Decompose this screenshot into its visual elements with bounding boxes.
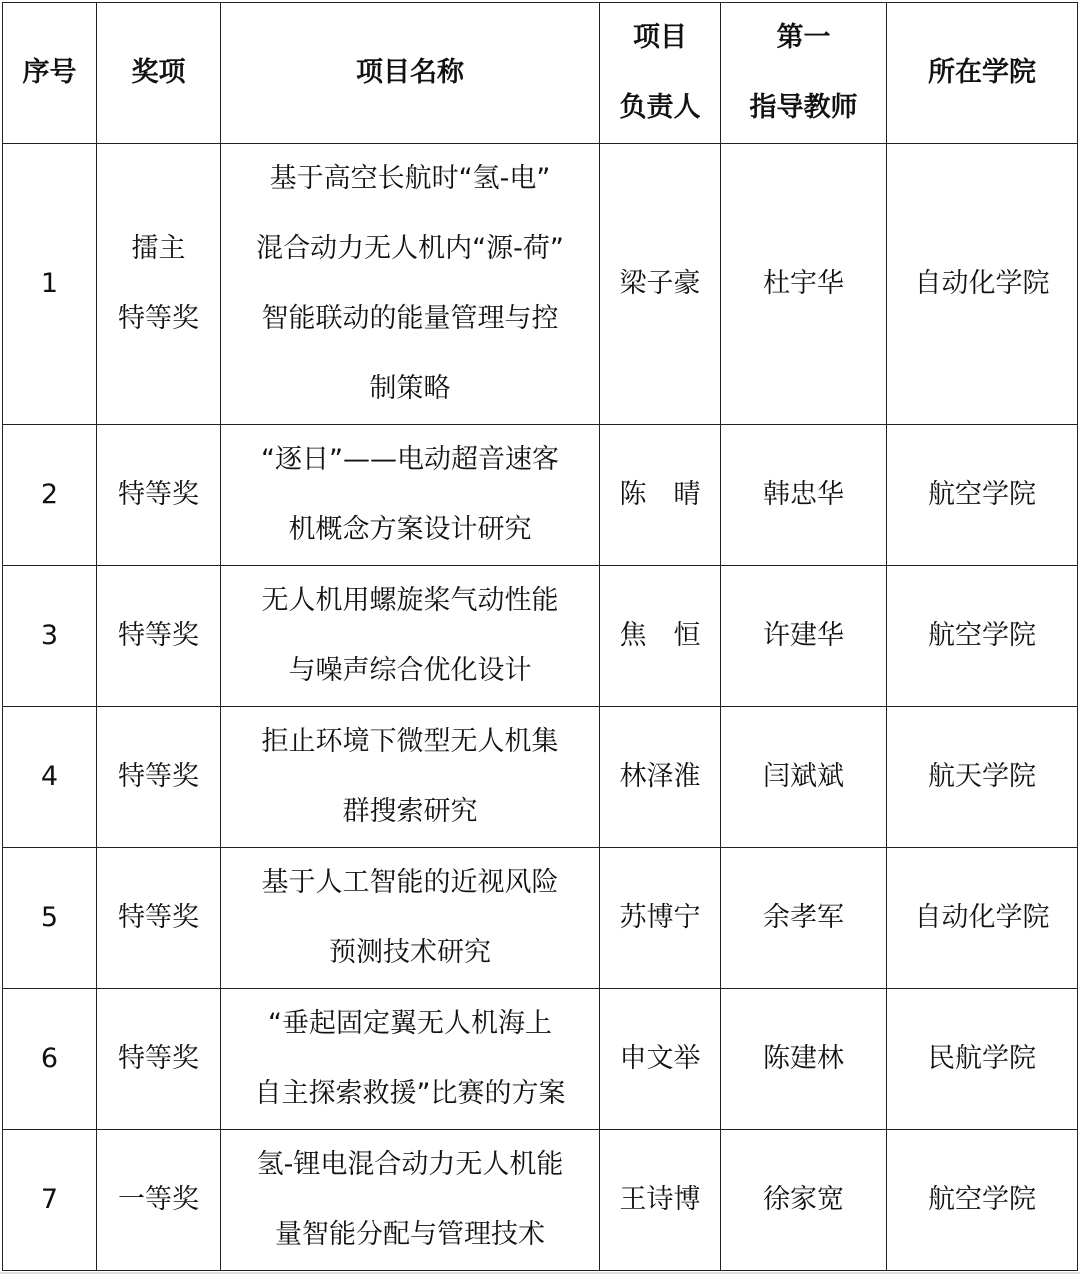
project-name-line: 预测技术研究 — [329, 937, 491, 968]
cell-award: 特等奖 — [97, 566, 221, 707]
header-seq: 序号 — [3, 3, 97, 144]
cell-award-line2: 特等奖 — [118, 303, 199, 334]
cell-advisor: 陈建林 — [721, 989, 887, 1130]
project-name-line: 基于人工智能的近视风险 — [261, 867, 559, 898]
cell-leader: 申文举 — [600, 989, 721, 1130]
header-row — [3, 3, 1078, 144]
cell-advisor: 韩忠华 — [721, 425, 887, 566]
cell-project-name — [221, 1130, 600, 1271]
project-name-line: “逐日”——电动超音速客 — [261, 444, 559, 475]
cell-award: 特等奖 — [97, 425, 221, 566]
project-name-line: 氢-锂电混合动力无人机能 — [256, 1149, 564, 1180]
cell-college: 自动化学院 — [887, 848, 1078, 989]
cell-project-name — [221, 144, 600, 425]
cell-award: 一等奖 — [97, 1130, 221, 1271]
cell-advisor: 闫斌斌 — [721, 707, 887, 848]
project-name-line: 自主探索救援”比赛的方案 — [254, 1078, 566, 1109]
page-bottom-divider — [0, 1272, 1080, 1274]
cell-award: 特等奖 — [97, 989, 221, 1130]
table-row — [3, 144, 1078, 425]
cell-college: 航空学院 — [887, 1130, 1078, 1271]
cell-project-name — [221, 707, 600, 848]
cell-leader: 王诗博 — [600, 1130, 721, 1271]
cell-seq: 2 — [3, 425, 97, 566]
header-project-name: 项目名称 — [221, 3, 600, 144]
cell-project-name — [221, 425, 600, 566]
header-leader — [600, 3, 721, 144]
project-name-line: 与噪声综合优化设计 — [288, 655, 532, 686]
cell-college: 航天学院 — [887, 707, 1078, 848]
header-leader-line2: 负责人 — [619, 92, 701, 123]
project-name-line: 无人机用螺旋桨气动性能 — [261, 585, 559, 616]
table-row — [3, 848, 1078, 989]
cell-advisor: 余孝军 — [721, 848, 887, 989]
cell-leader: 焦 恒 — [600, 566, 721, 707]
cell-advisor: 杜宇华 — [721, 144, 887, 425]
cell-college: 航空学院 — [887, 566, 1078, 707]
cell-college: 航空学院 — [887, 425, 1078, 566]
cell-leader: 林泽淮 — [600, 707, 721, 848]
cell-college: 民航学院 — [887, 989, 1078, 1130]
cell-seq: 3 — [3, 566, 97, 707]
table-row — [3, 566, 1078, 707]
project-name-line: 量智能分配与管理技术 — [275, 1219, 545, 1250]
cell-leader: 梁子豪 — [600, 144, 721, 425]
project-name-line: 制策略 — [369, 373, 451, 404]
table-row — [3, 707, 1078, 848]
cell-seq: 6 — [3, 989, 97, 1130]
header-college: 所在学院 — [887, 3, 1078, 144]
cell-award — [97, 144, 221, 425]
project-name-line: 拒止环境下微型无人机集 — [261, 726, 559, 757]
cell-leader: 苏博宁 — [600, 848, 721, 989]
header-advisor-line2: 指导教师 — [749, 92, 858, 123]
cell-advisor: 许建华 — [721, 566, 887, 707]
project-name-line: “垂起固定翼无人机海上 — [268, 1008, 552, 1039]
project-name-line: 机概念方案设计研究 — [288, 514, 532, 545]
project-name-line: 智能联动的能量管理与控 — [261, 303, 559, 334]
cell-college: 自动化学院 — [887, 144, 1078, 425]
table-row — [3, 1130, 1078, 1271]
cell-seq: 5 — [3, 848, 97, 989]
header-leader-line1: 项目 — [633, 22, 687, 53]
cell-advisor: 徐家宽 — [721, 1130, 887, 1271]
header-advisor-line1: 第一 — [776, 22, 831, 53]
cell-project-name — [221, 989, 600, 1130]
cell-project-name — [221, 566, 600, 707]
cell-award: 特等奖 — [97, 707, 221, 848]
table-row — [3, 989, 1078, 1130]
table-row — [3, 425, 1078, 566]
header-advisor — [721, 3, 887, 144]
header-award: 奖项 — [97, 3, 221, 144]
project-name-line: 群搜索研究 — [342, 796, 478, 827]
cell-project-name — [221, 848, 600, 989]
cell-leader: 陈 晴 — [600, 425, 721, 566]
project-name-line: 基于高空长航时“氢-电” — [269, 163, 551, 194]
project-name-line: 混合动力无人机内“源-荷” — [256, 233, 564, 264]
cell-seq: 7 — [3, 1130, 97, 1271]
cell-seq: 4 — [3, 707, 97, 848]
cell-award-line1: 擂主 — [131, 233, 186, 264]
awards-table — [2, 2, 1078, 1271]
cell-seq: 1 — [3, 144, 97, 425]
cell-award: 特等奖 — [97, 848, 221, 989]
